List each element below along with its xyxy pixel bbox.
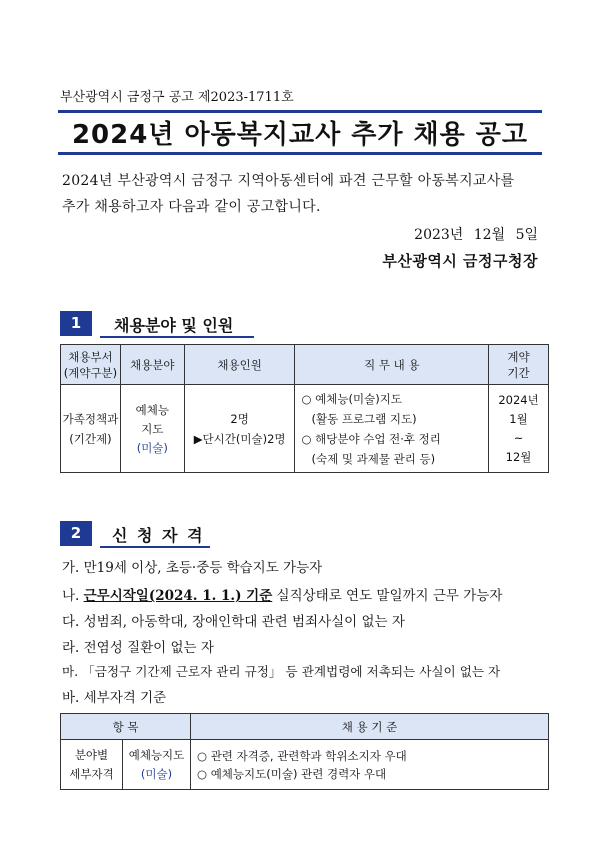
qualification-item: 나. 근무시작일(2024. 1. 1.) 기준 실직상태로 연도 말일까지 근무 가능자 bbox=[62, 588, 503, 604]
notice-date: 2023년 12월 5일 bbox=[414, 227, 538, 243]
qualification-highlight: 근무시작일(2024. 1. 1.) 기준 bbox=[83, 588, 273, 604]
page-title: 2024년 아동복지교사 추가 채용 공고 bbox=[71, 120, 529, 150]
title-rule-bottom bbox=[58, 152, 542, 155]
header-duties: 직 무 내 용 bbox=[295, 345, 489, 385]
cell-dept: 가족정책과 (기간제) bbox=[61, 385, 121, 473]
header-field: 채용분야 bbox=[120, 345, 184, 385]
qualification-item: 마. 「금정구 기간제 근로자 관리 규정」 등 관계법령에 저촉되는 사실이 없는 자 bbox=[62, 664, 501, 679]
cell-duties: ○ 예체능(미술)지도 (활동 프로그램 지도) ○ 해당분야 수업 전·후 정리 (숙제 및 과제물 관리 등) bbox=[295, 385, 489, 473]
intro-line-1: 2024년 부산광역시 금정구 지역아동센터에 파견 근무할 아동복지교사를 bbox=[62, 173, 515, 189]
table-row bbox=[61, 740, 549, 790]
cell-criteria: ○ 관련 자격증, 관련학과 학위소지자 우대 ○ 예체능지도(미술) 관련 경력자 우대 bbox=[191, 740, 549, 790]
recruitment-table-header bbox=[61, 345, 549, 385]
qualification-item: 라. 전염성 질환이 없는 자 bbox=[62, 640, 214, 656]
recruitment-table bbox=[60, 344, 549, 473]
cell-field: 예체능 지도 (미술) bbox=[120, 385, 184, 473]
header-dept: 채용부서 (계약구분) bbox=[61, 345, 121, 385]
header-personnel: 채용인원 bbox=[184, 345, 295, 385]
cell-period: 2024년 1월 ~ 12월 bbox=[489, 385, 549, 473]
section-2-title: 신 청 자 격 bbox=[112, 526, 205, 545]
section-2-underline bbox=[100, 546, 210, 548]
section-1-underline bbox=[100, 336, 254, 338]
issuer: 부산광역시 금정구청장 bbox=[382, 252, 538, 270]
notice-number: 부산광역시 금정구 공고 제2023-1711호 bbox=[60, 90, 294, 105]
cell-row-field: 예체능지도 (미술) bbox=[123, 740, 191, 790]
criteria-table bbox=[60, 713, 549, 790]
title-rule-top bbox=[58, 110, 542, 113]
qualification-item: 다. 성범죄, 아동학대, 장애인학대 관련 범죄사실이 없는 자 bbox=[62, 614, 405, 630]
qualification-item: 바. 세부자격 기준 bbox=[62, 690, 167, 706]
section-1-number: 1 bbox=[60, 311, 92, 336]
intro-line-2: 추가 채용하고자 다음과 같이 공고합니다. bbox=[62, 199, 321, 215]
header-period: 계약 기간 bbox=[489, 345, 549, 385]
cell-personnel: 2명 ▶단시간(미술)2명 bbox=[184, 385, 295, 473]
header-item: 항 목 bbox=[61, 714, 191, 740]
cell-row-label: 분야별 세부자격 bbox=[61, 740, 123, 790]
qualification-item: 가. 만19세 이상, 초등·중등 학습지도 가능자 bbox=[62, 560, 323, 576]
header-criteria: 채 용 기 준 bbox=[191, 714, 549, 740]
section-1-title: 채용분야 및 인원 bbox=[114, 316, 234, 335]
section-2-number: 2 bbox=[60, 521, 92, 546]
criteria-table-header bbox=[61, 714, 549, 740]
table-row bbox=[61, 385, 549, 473]
